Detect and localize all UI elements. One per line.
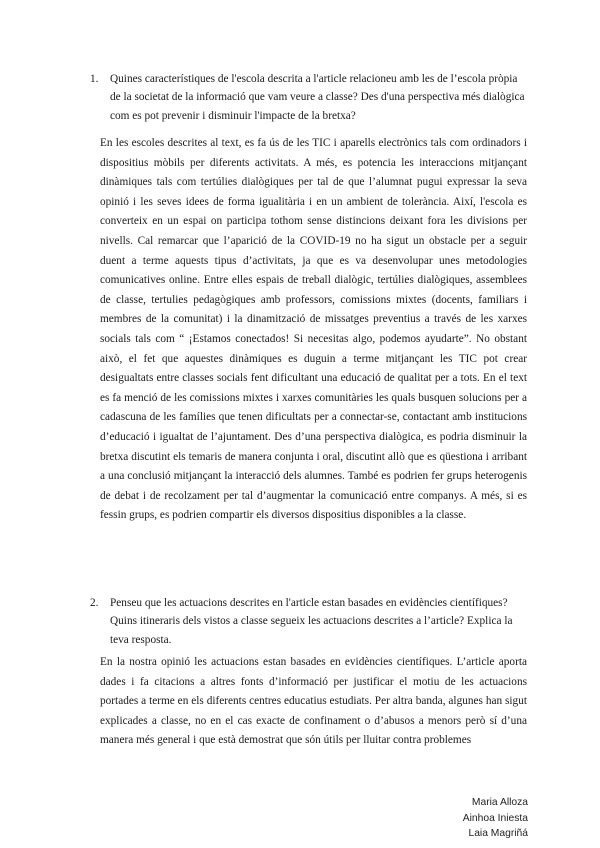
- question-1-number: 1.: [90, 73, 99, 85]
- author-name: Ainhoa Iniesta: [462, 812, 528, 824]
- question-1: [90, 70, 526, 125]
- answer-2: En la nostra opinió les actuacions estan basades en evidències científiques. L’article aporta dades i fa citacions a altres fonts d’informació per justificar el motiu de les actuacions portades a terme en els diferents centres educatius estudiats. Per altra banda, algunes han sigut explicades a classe, no en el cas exacte de confinament o d’abusos a menors però sí d’una manera més general i que està demostrat que són útils per lluitar contra problemes: [100, 656, 527, 747]
- answer-1: En les escoles descrites al text, es fa ús de les TIC i aparells electrònics tals com ordinadors i dispositius mòbils per diferents activitats. A més, es potencia les interaccions mitjançant dinàmiques tals com tertúlies dialògiques per tal de que l’alumnat pugui expressar la seva opinió i les seves idees de forma igualitària i en un ambient de tolerància. Així, l'escola es converteix en un espai on participa tothom sense distincions deixant fora les divisions per nivells. Cal remarcar que l’aparició de la COVID-19 no ha sigut un obstacle per a seguir duent a terme aquests tipus d’activitats, ja que es va desenvolupar unes metodologies comunicatives online. Entre elles espais de treball dialògic, tertúlies dialògiques, assemblees de classe, tertulies pedagògiques amb professors, comissions mixtes (docents, familiars i membres de la comunitat) i la dinamització de missatges preventius a través de les xarxes socials tals com “ ¡Estamos conectados! Si necesitas algo, podemos ayudarte”. No obstant això, el fet que aquestes dinàmiques es duguin a terme mitjançant les TIC pot crear desigualtats entre classes socials fent dificultant una educació de qualitat per a tots. En el text es fa menció de les comissions mixtes i xarxes comunitàries les quals busquen solucions per a cadascuna de les famílies que tenen dificultats per a connectar-se, contactant amb institucions d’educació i igualtat de l’ajuntament. Des d’una perspectiva dialògica, es podria disminuir la bretxa discutint els temaris de manera conjunta i oral, discutint allò que es qüestiona i arribant a una conclusió mitjançant la interacció dels alumnes. També es podrien fer grups heterogenis de debat i de recolzament per tal d’augmentar la comunicació entre companys. A més, si es fessin grups, es podrien compartir els diversos dispositius disponibles a la classe.: [100, 137, 527, 522]
- author-name: Maria Alloza: [471, 797, 528, 808]
- question-1-text: Quines característiques de l'escola descrita a l'article relacioneu amb les de l’escola pròpia de la societat de la informació que vam veure a classe? Des d'una perspectiva més dialògica com es pot prevenir i disminuir l'impacte de la bretxa?: [110, 73, 525, 122]
- author-name: Laia Magriñá: [468, 828, 528, 839]
- question-2-text: Penseu que les actuacions descrites en l'article estan basades en evidències científiques? Quins itineraris dels vistos a classe segueix les actuacions descrites a l’article? Explica la teva resposta.: [110, 597, 513, 646]
- question-2-number: 2.: [90, 597, 99, 609]
- authors-block: [463, 795, 528, 842]
- question-2: [90, 594, 526, 649]
